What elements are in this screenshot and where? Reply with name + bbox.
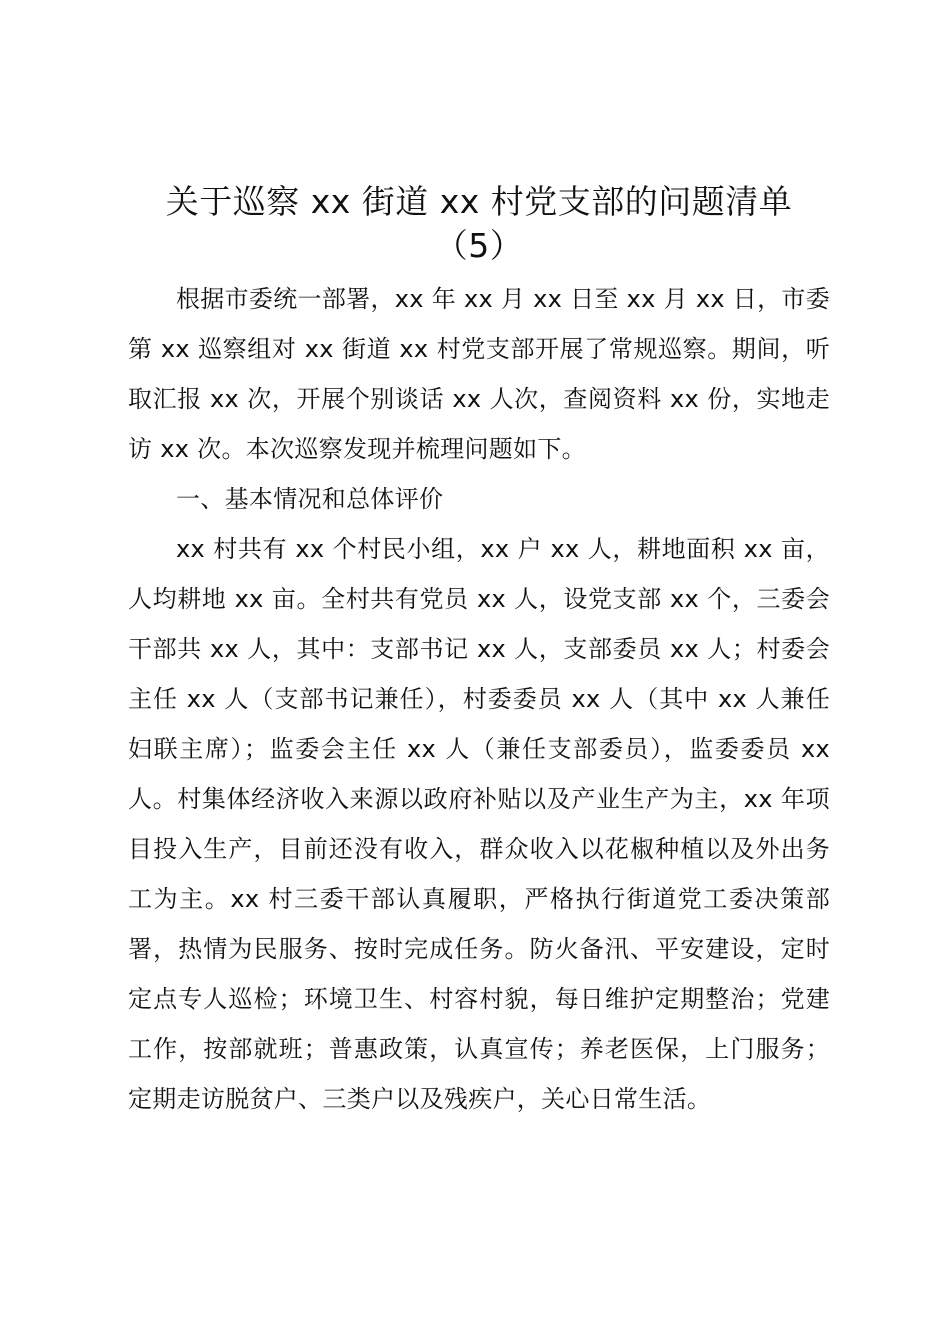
title-line-number: （5） <box>434 226 524 265</box>
paragraph-basic-situation: xx 村共有 xx 个村民小组，xx 户 xx 人，耕地面积 xx 亩，人均耕地 xx 亩。全村共有党员 xx 人，设党支部 xx 个，三委会干部共 xx 人，其中：支部书记 xx 人，支部委员 xx 人；村委会主任 xx 人（支部书记兼任），村委委员 xx 人（其中 xx 人兼任妇联主席）；监委会主任 xx 人（兼任支部委员），监委委员 xx 人。村集体经济收入来源以政府补贴以及产业生产为主，xx 年项目投入生产，目前还没有收入，群众收入以花椒种植以及外出务工为主。xx 村三委干部认真履职，严格执行街道党工委决策部署，热情为民服务、按时完成任务。防火备汛、平安建设，定时定点专人巡检；环境卫生、村容村貌，每日维护定期整治；党建工作，按部就班；普惠政策，认真宣传；养老医保，上门服务；定期走访脱贫户、三类户以及残疾户，关心日常生活。 <box>128 535 830 1113</box>
document-body <box>128 274 830 1124</box>
paragraph-intro: 根据市委统一部署，xx 年 xx 月 xx 日至 xx 月 xx 日，市委第 xx 巡察组对 xx 街道 xx 村党支部开展了常规巡察。期间，听取汇报 xx 次，开展个别谈话 xx 人次，查阅资料 xx 份，实地走访 xx 次。本次巡察发现并梳理问题如下。 <box>128 285 830 463</box>
document-title <box>128 180 830 268</box>
title-line-main: 关于巡察 xx 街道 xx 村党支部的问题清单 <box>165 182 793 221</box>
section-heading: 一、基本情况和总体评价 <box>176 485 444 513</box>
